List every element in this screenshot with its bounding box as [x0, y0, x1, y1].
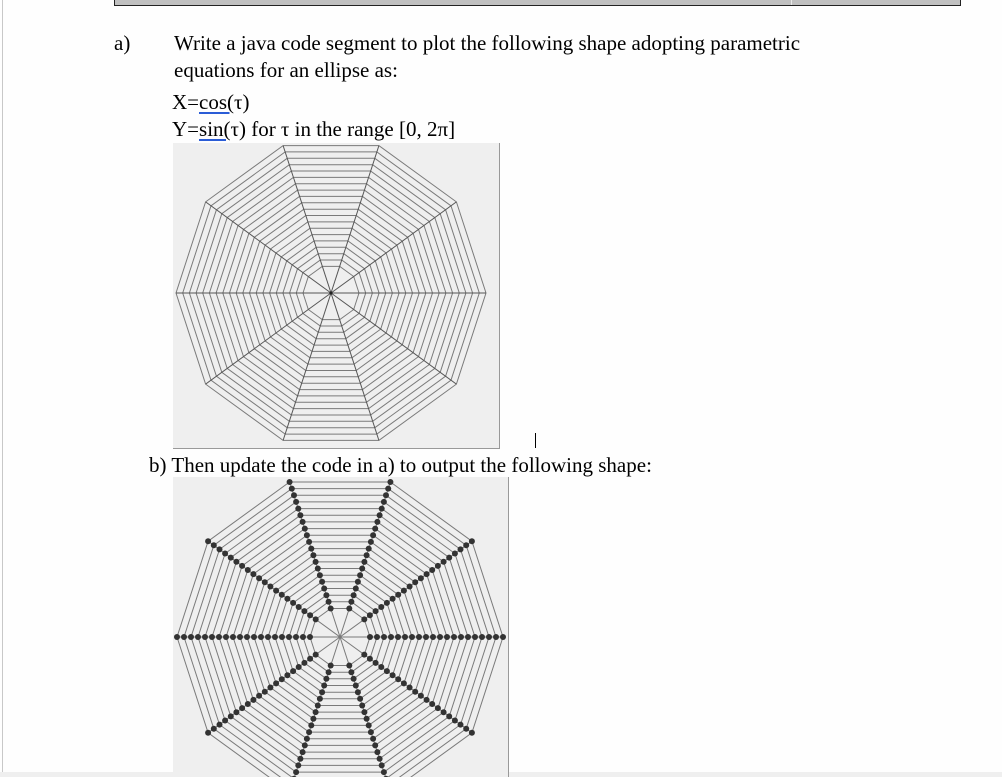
previous-table-border	[114, 0, 961, 6]
eq-x-func: cos(	[199, 90, 235, 114]
question-a-label: a)	[114, 31, 131, 55]
figure-b-dotted-decagon-web	[173, 477, 509, 777]
eq-y-prefix: Y=	[172, 117, 200, 141]
equation-x	[172, 89, 249, 116]
text-cursor	[535, 433, 536, 448]
figure-a-decagon-web	[173, 143, 500, 449]
eq-y-suffix: τ) for τ in the range [0, 2π]	[230, 117, 456, 141]
eq-x-suffix: τ)	[234, 90, 250, 114]
question-b-text: b) Then update the code in a) to output the following shape:	[149, 453, 652, 477]
eq-x-prefix: X=	[172, 90, 200, 114]
question-a-line2: equations for an ellipse as:	[174, 58, 398, 82]
equation-y	[172, 116, 455, 143]
dotted-decagon-web-graphic	[173, 477, 508, 777]
decagon-web-graphic	[173, 143, 499, 448]
question-a-line1: Write a java code segment to plot the following shape adopting parametric	[174, 31, 801, 55]
eq-y-func: sin(	[199, 117, 231, 141]
page-left-border	[2, 0, 3, 772]
